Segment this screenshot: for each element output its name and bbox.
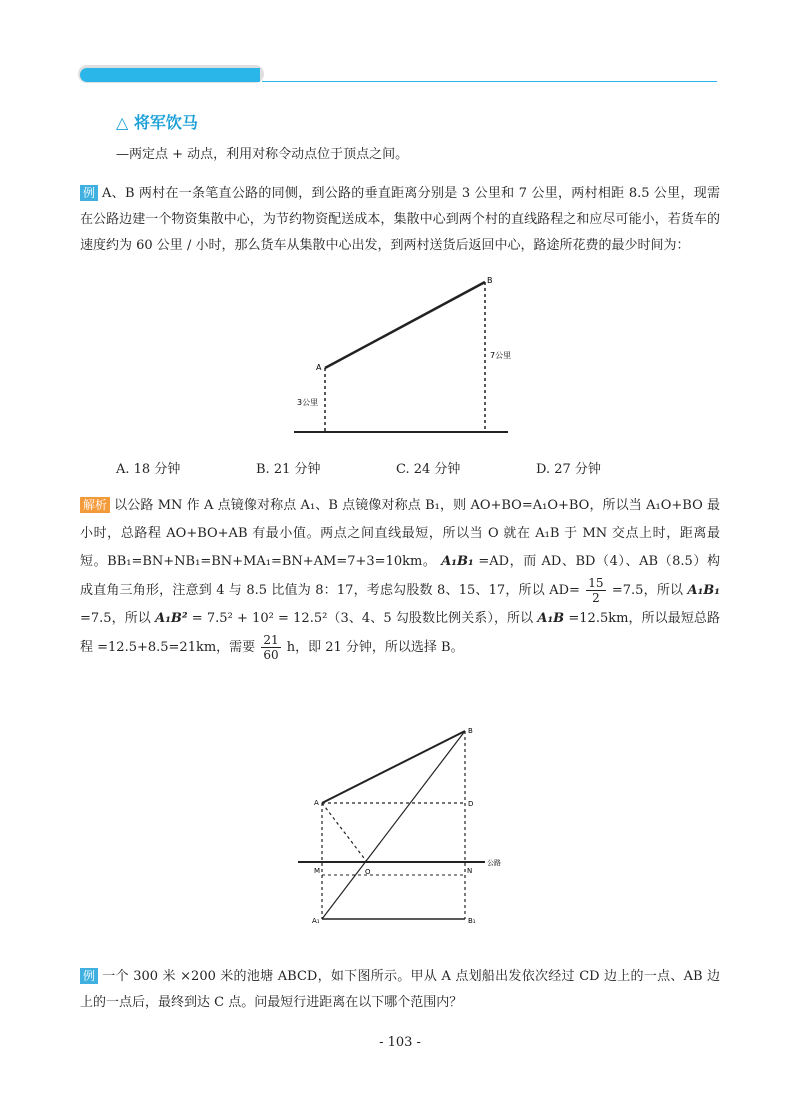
label-B1: B₁ <box>468 917 476 925</box>
option-d: D. 27 分钟 <box>536 462 601 477</box>
solution-part4: =7.5，所以 <box>80 611 156 626</box>
option-c: C. 24 分钟 <box>396 462 461 477</box>
dashed-AO <box>322 803 367 862</box>
fraction-21-60 <box>261 633 280 662</box>
segment-A1B <box>322 731 465 919</box>
header-accent-bar <box>80 68 260 82</box>
figure2-diagram <box>290 725 520 930</box>
frac1-den: 2 <box>592 591 600 605</box>
label-O: O <box>365 868 371 876</box>
label-3km: 3公里 <box>297 398 319 407</box>
label-road: 公路 <box>487 859 501 867</box>
label-N: N <box>467 867 473 875</box>
label-D: D <box>468 800 474 808</box>
solution-paragraph <box>80 492 720 662</box>
fraction-15-2 <box>586 576 605 605</box>
example-tag: 例 <box>80 185 98 201</box>
segment-AB <box>322 731 465 803</box>
example1-text: A、B 两村在一条笔直公路的同侧，到公路的垂直距离分别是 3 公里和 7 公里，两村相距 8.5 公里，现需在公路边建一个物资集散中心，为节约物资配送成本，集散中心到两个村的直线路程之和应尽可能小，若货车的速度约为 60 公里 / 小时，那么货车从集散中心出发，到两村送货后返回中心，路途所花费的最少时间为： <box>80 186 720 253</box>
option-a: A. 18 分钟 <box>116 462 181 477</box>
example2-text: 一个 300 米 ×200 米的池塘 ABCD，如下图所示。甲从 A 点划船出发依次经过 CD 边上的一点、AB 边上的一点后，最终到达 C 点。问最短行进距离在以下哪个范围内？ <box>80 969 720 1010</box>
solution-part7: h，即 21 分钟，所以选择 B。 <box>282 640 464 655</box>
page-number: - 103 - <box>379 1035 421 1050</box>
solution-part6: =12.5km，所以最短总路程 =12.5+8.5=21km，需要 <box>80 611 720 655</box>
label-B: B <box>468 727 473 735</box>
option-b: B. 21 分钟 <box>256 462 321 477</box>
example-tag-2: 例 <box>80 968 98 984</box>
label-A: A <box>314 799 319 807</box>
label-B: B <box>487 276 493 285</box>
a1b1-term: A₁B₁ <box>441 554 474 569</box>
section-title: △ 将军饮马 <box>116 113 198 132</box>
solution-part3: =7.5，所以 <box>607 583 688 598</box>
a1b-squared: A₁B² <box>155 611 188 626</box>
label-A1: A₁ <box>312 917 320 925</box>
figure1-diagram <box>280 270 520 442</box>
section-subtitle: —两定点 + 动点，利用对称令动点位于顶点之间。 <box>116 147 409 162</box>
frac2-num: 21 <box>263 633 279 647</box>
example1-paragraph <box>80 181 720 259</box>
solution-line1: 以公路 MN 作 A 点镜像对称点 A₁、B 点镜像对称点 B₁，则 AO+BO=A₁O+BO，所以当 A₁O+BO 最小时，总路程 AO+BO+AB 有最小值。两点之间直线最短，所以当 O 就在 A₁B 于 MN 交点上时，距离最短。BB₁=BN+NB₁=BN+MA₁=BN+AM=7+3=10km。 <box>80 498 720 569</box>
label-7km: 7公里 <box>490 351 512 360</box>
solution-tag: 解析 <box>80 497 110 513</box>
label-M: M <box>314 867 321 875</box>
frac1-num: 15 <box>588 576 604 590</box>
header-rule <box>262 81 717 82</box>
a1b1-term-2: A₁B₁ <box>687 583 720 598</box>
label-A: A <box>316 363 322 372</box>
frac2-den: 60 <box>263 648 279 662</box>
solution-part5: = 7.5² + 10² = 12.5²（3、4、5 勾股数比例关系），所以 <box>187 611 538 626</box>
example2-paragraph <box>80 964 720 1016</box>
answer-options <box>116 458 676 477</box>
a1b-term: A₁B <box>537 611 565 626</box>
segment-AB <box>325 282 485 368</box>
solution-part2: =AD，而 AD、BD（4）、AB（8.5）构成直角三角形，注意到 4 与 8.5 比值为 8：17，考虑勾股数 8、15、17，所以 AD= <box>80 554 720 598</box>
